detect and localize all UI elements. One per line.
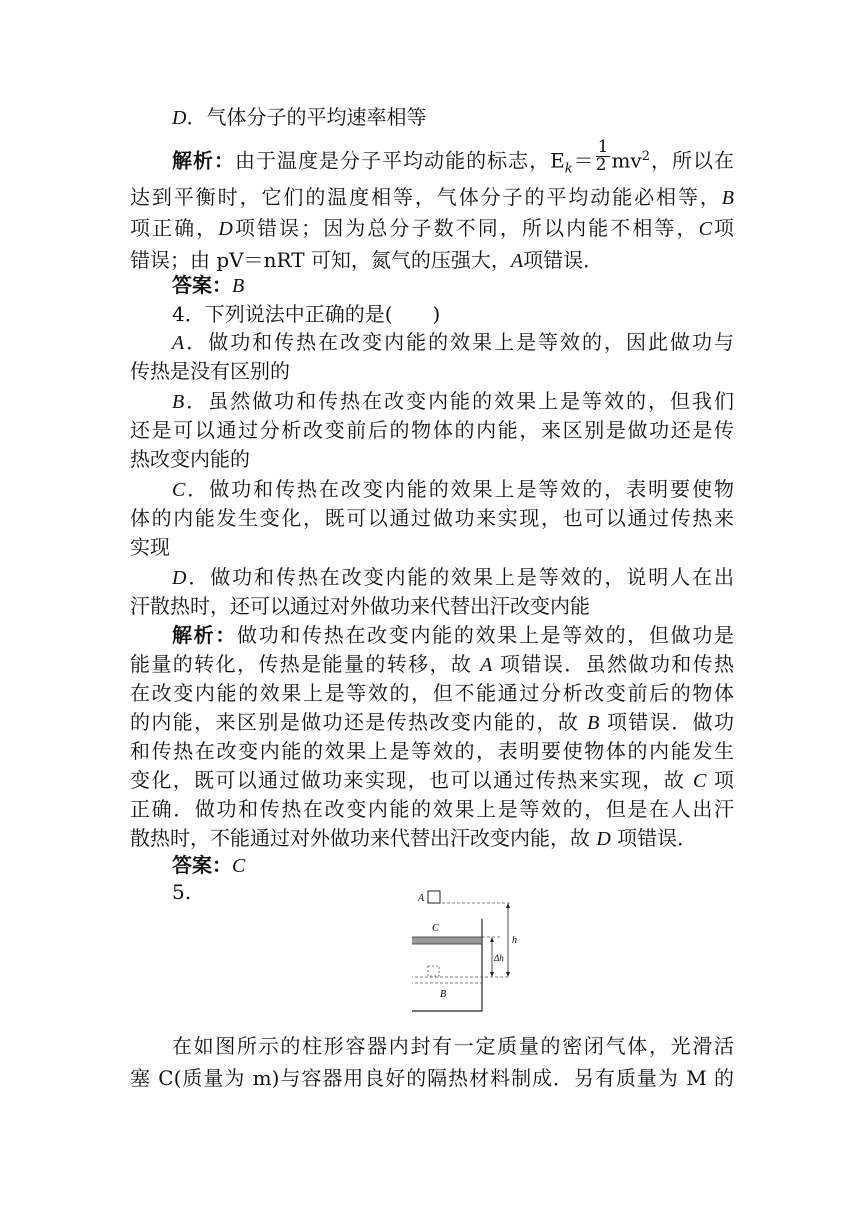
text-line [172, 619, 734, 651]
text-run: 变化，既可以通过做功来实现，也可以通过传热来实现，故 [130, 768, 693, 792]
label-c: C [432, 923, 439, 934]
text-line [172, 561, 734, 593]
block-a [428, 891, 440, 903]
text-run: D [172, 567, 187, 589]
text-run: C [692, 770, 707, 792]
text-run: ．做功和传热在改变内能的效果上是等效的，表明要使物 [185, 477, 734, 501]
text-line [172, 101, 734, 133]
text-line [130, 355, 734, 387]
text-run: ，所以在 [649, 148, 735, 173]
text-line [130, 735, 734, 767]
text-run: D [218, 218, 233, 240]
text-run: mv [611, 148, 642, 173]
text-run: 的内能，来区别是做功还是传热改变内能的，故 [130, 710, 588, 734]
text-line [130, 590, 734, 622]
text-run: 散热时，不能通过对外做功来代替出汗改变内能，故 [130, 826, 597, 850]
text-line [130, 677, 734, 709]
text-run: ．做功和传热在改变内能的效果上是等效的，说明人在出 [186, 565, 734, 589]
label-dh: Δh [494, 953, 504, 963]
text-line [172, 385, 734, 417]
text-run: 项错误． [523, 248, 604, 272]
text-line [130, 181, 734, 213]
text-run: A [510, 250, 524, 272]
dh-arrow-head-bottom [490, 972, 494, 977]
text-run: B [587, 712, 600, 734]
text-line [130, 531, 734, 563]
text-line [130, 502, 734, 534]
container-walls [412, 919, 482, 1011]
text-run: 达到平衡时，它们的温度相等，气体分子的平均动能必相等， [130, 185, 722, 209]
lowered-block-a [428, 966, 439, 976]
text-run: 项正确， [130, 216, 219, 240]
text-run: 做功和传热在改变内能的效果上是等效的，但做功是 [237, 623, 735, 647]
section-label: 解析： [172, 623, 238, 647]
text-run: ．气体分子的平均速率相等 [186, 105, 427, 129]
text-line [172, 1030, 734, 1062]
text-run: A [172, 332, 185, 354]
fraction-numerator: 1 [597, 136, 609, 157]
text-line [172, 136, 735, 177]
label-b: B [440, 989, 447, 1000]
text-line [172, 473, 734, 505]
text-run: 还是可以通过分析改变前后的物体的内能，来区别是做功还是传 [130, 418, 734, 442]
text-run: 项错误．做功 [599, 710, 735, 734]
dh-arrow-head-top [490, 937, 494, 942]
text-run: D [172, 107, 187, 129]
text-run: 在如图所示的柱形容器内封有一定质量的密闭气体，光滑活 [172, 1034, 734, 1058]
piston-container-diagram [412, 885, 532, 1015]
text-run: 项 [711, 216, 735, 240]
text-run: 项错误．虽然做功和传热 [492, 652, 735, 676]
text-run: k [564, 161, 573, 177]
text-run: 体的内能发生变化，既可以通过做功来实现，也可以通过传热来 [130, 506, 734, 530]
text-line [130, 764, 734, 796]
text-line [172, 269, 734, 301]
text-run: 5. [172, 880, 192, 904]
label-a: A [418, 893, 425, 904]
text-run: 2 [641, 149, 650, 164]
text-run: ＝ [572, 148, 595, 173]
text-run: 实现 [130, 535, 170, 559]
text-run: 在改变内能的效果上是等效的，但不能通过分析改变前后的物体 [130, 681, 734, 705]
text-run: 4．下列说法中正确的是( ) [172, 302, 441, 326]
text-run: 塞 C(质量为 m)与容器用良好的隔热材料制成．另有质量为 M 的 [130, 1066, 734, 1090]
text-run: C [698, 218, 712, 240]
text-run: 传热是没有区别的 [130, 359, 290, 383]
fraction-denominator: 2 [595, 154, 607, 175]
text-line [130, 414, 734, 446]
text-line [130, 1062, 734, 1094]
section-label: 答案： [172, 273, 232, 297]
text-run: C [172, 479, 186, 501]
fraction [595, 136, 611, 175]
h-arrow-head-bottom [506, 972, 510, 977]
text-line [130, 706, 734, 738]
text-run: 汗散热时，还可以通过对外做功来代替出汗改变内能 [130, 594, 590, 618]
text-run: 项 [706, 768, 735, 792]
text-run: D [596, 828, 611, 850]
text-run: ．虽然做功和传热在改变内能的效果上是等效的，但我们 [184, 389, 734, 413]
h-arrow-head-top [506, 903, 510, 908]
text-run: 项错误． [610, 826, 698, 850]
text-line [130, 793, 734, 825]
text-run: 由于温度是分子平均动能的标志，E [235, 148, 565, 173]
text-run: B [721, 187, 734, 209]
text-run: 正确．做功和传热在改变内能的效果上是等效的，但是在人出汗 [130, 797, 734, 821]
text-run: 热改变内能的 [130, 447, 250, 471]
text-line [130, 212, 734, 244]
text-run: ．做功和传热在改变内能的效果上是等效的，因此做功与 [184, 330, 734, 354]
text-line [130, 648, 734, 680]
text-run: B [232, 275, 245, 297]
text-run: C [232, 855, 246, 877]
text-run: B [172, 391, 185, 413]
text-run: 错误；由 pV＝nRT 可知，氮气的压强大， [130, 248, 511, 272]
section-label: 解析： [172, 148, 236, 173]
text-run: A [480, 654, 493, 676]
section-label: 答案： [172, 853, 232, 877]
text-run: 能量的转化，传热是能量的转移，故 [130, 652, 481, 676]
text-run: 和传热在改变内能的效果上是等效的，表明要使物体的内能发生 [130, 739, 734, 763]
piston-c [412, 937, 482, 944]
text-line [130, 443, 734, 475]
text-run: 项错误；因为总分子数不同，所以内能不相等， [232, 216, 699, 240]
text-line [172, 326, 734, 358]
label-h: h [512, 935, 517, 946]
